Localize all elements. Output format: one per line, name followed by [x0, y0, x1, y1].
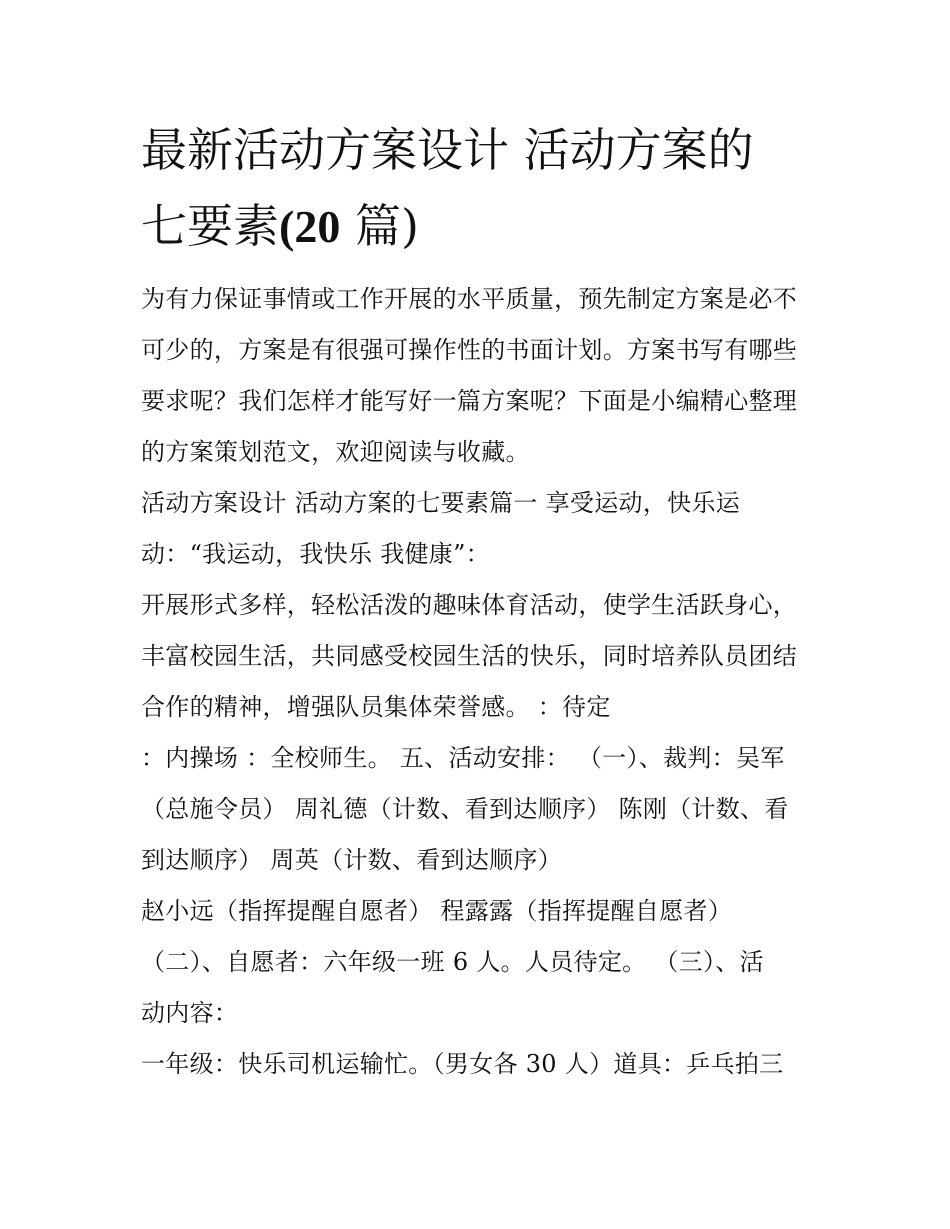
- document-title: [141, 112, 821, 265]
- body-line-8: 丰富校园生活，共同感受校园生活的快乐，同时培养队员团结: [141, 642, 798, 670]
- title-line-2-prefix: 七要素: [141, 199, 279, 253]
- body-line-1: 为有力保证事情或工作开展的水平质量，预先制定方案是必不: [141, 285, 798, 313]
- body-line-11: （总施令员） 周礼德（计数、看到达顺序） 陈刚（计数、看: [141, 795, 789, 823]
- body-line-14: （二）、自愿者：六年级一班 6 人。人员待定。 （三）、活: [141, 948, 764, 976]
- body-line-4: 的方案策划范文，欢迎阅读与收藏。: [141, 438, 530, 466]
- title-line-2-suffix: 篇): [340, 199, 419, 253]
- title-line-2-number: (20: [279, 201, 341, 252]
- body-line-9: 合作的精神，增强队员集体荣誉感。 ：待定: [141, 693, 611, 721]
- body-line-6: 动：“我运动，我快乐 我健康”：: [141, 540, 490, 568]
- body-line-5: 活动方案设计 活动方案的七要素篇一 享受运动，快乐运: [141, 489, 741, 517]
- body-line-15: 动内容：: [141, 999, 239, 1027]
- body-line-2: 可少的，方案是有很强可操作性的书面计划。方案书写有哪些: [141, 336, 798, 364]
- body-line-7: 开展形式多样，轻松活泼的趣味体育活动，使学生活跃身心，: [141, 591, 798, 619]
- body-line-13: 赵小远（指挥提醒自愿者） 程露露（指挥提醒自愿者）: [141, 897, 733, 925]
- body-line-12: 到达顺序） 周英（计数、看到达顺序）: [141, 846, 563, 874]
- body-line-10: ：内操场 ：全校师生。 五、活动安排： （一）、裁判：吴军: [141, 744, 785, 772]
- body-line-16: 一年级：快乐司机运输忙。（男女各 30 人）道具：乒乓拍三: [141, 1050, 784, 1078]
- title-line-1: 最新活动方案设计 活动方案的: [141, 123, 754, 177]
- body-line-3: 要求呢？我们怎样才能写好一篇方案呢？下面是小编精心整理: [141, 387, 798, 415]
